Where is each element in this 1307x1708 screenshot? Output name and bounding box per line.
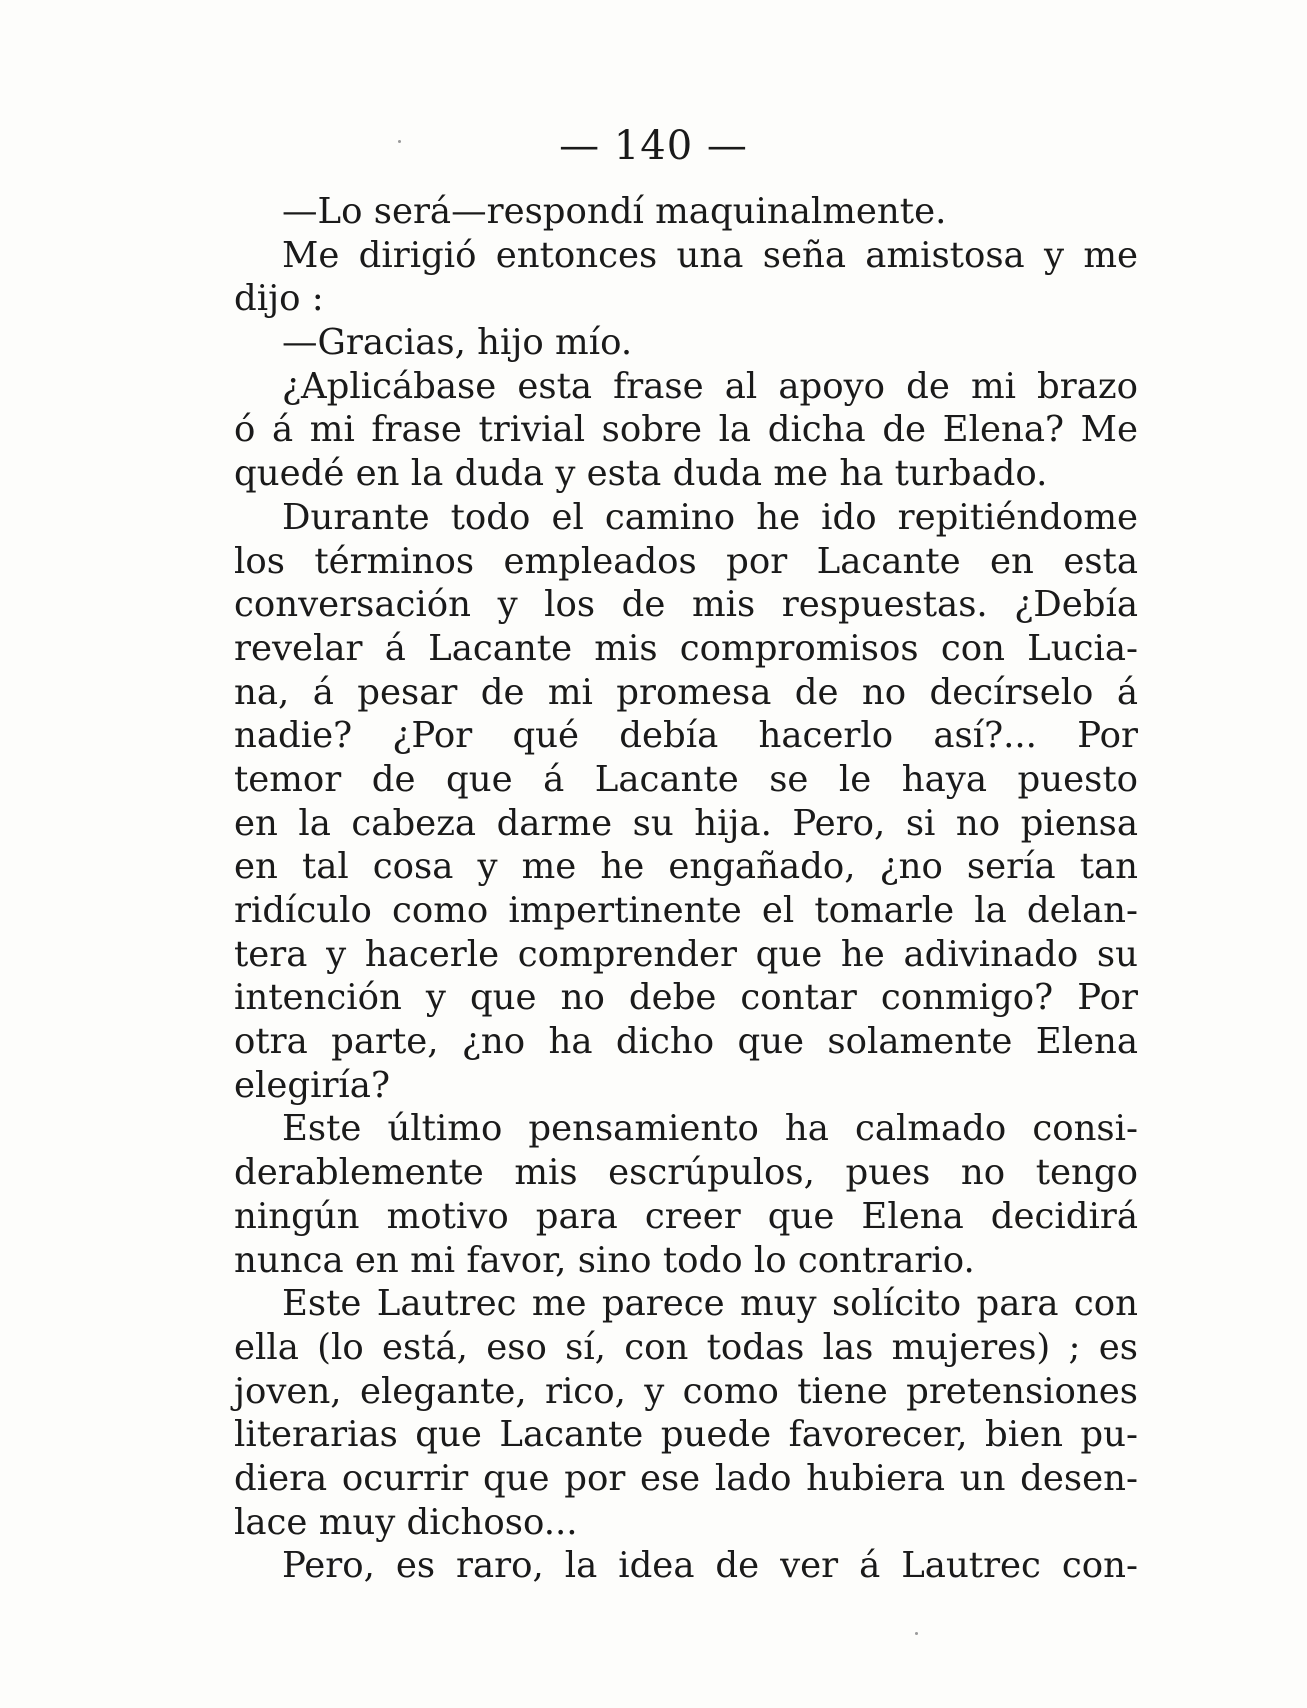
text-line: ningún motivo para creer que Elena decidirá (234, 1195, 1138, 1237)
text-line: ¿Aplicábase esta frase al apoyo de mi brazo (282, 365, 1138, 407)
text-line: Durante todo el camino he ido repitiéndome (282, 496, 1138, 538)
text-line: intención y que no debe contar conmigo? Por (234, 977, 1138, 1019)
text-line: en tal cosa y me he engañado, ¿no sería tan (234, 846, 1138, 888)
text-line: temor de que á Lacante se le haya puesto (234, 758, 1138, 800)
paper-speck (915, 1632, 918, 1635)
page-number: — 140 — (559, 123, 748, 169)
text-line: Este Lautrec me parece muy solícito para con (282, 1283, 1138, 1325)
text-line: lace muy dichoso... (234, 1501, 578, 1543)
text-line: derablemente mis escrúpulos, pues no tengo (234, 1152, 1138, 1194)
text-line: Este último pensamiento ha calmado consi- (282, 1108, 1138, 1150)
text-line: elegiría? (234, 1064, 390, 1106)
text-line: na, á pesar de mi promesa de no decírselo á (234, 671, 1138, 713)
text-line: nunca en mi favor, sino todo lo contrario. (234, 1239, 975, 1281)
paper-speck (398, 140, 401, 143)
text-line: joven, elegante, rico, y como tiene pretensiones (234, 1370, 1138, 1412)
text-line: Pero, es raro, la idea de ver á Lautrec con- (282, 1545, 1138, 1587)
text-line: en la cabeza darme su hija. Pero, si no piensa (234, 802, 1138, 844)
body-text (234, 190, 1138, 1588)
text-line: quedé en la duda y esta duda me ha turbado. (234, 453, 1048, 495)
text-line: los términos empleados por Lacante en esta (234, 540, 1138, 582)
text-line: diera ocurrir que por ese lado hubiera un desen- (234, 1457, 1138, 1499)
text-line: —Gracias, hijo mío. (282, 322, 633, 364)
text-line: ó á mi frase trivial sobre la dicha de Elena? Me (234, 409, 1138, 451)
text-line: ella (lo está, eso sí, con todas las mujeres) ; es (234, 1326, 1138, 1368)
text-line: revelar á Lacante mis compromisos con Lucia- (234, 627, 1138, 669)
text-line: tera y hacerle comprender que he adivinado su (234, 933, 1138, 975)
text-line: dijo : (234, 278, 324, 320)
text-line: ridículo como impertinente el tomarle la delan- (234, 890, 1138, 931)
text-line: otra parte, ¿no ha dicho que solamente Elena (234, 1021, 1138, 1063)
text-line: Me dirigió entonces una seña amistosa y me (282, 234, 1138, 276)
text-line: nadie? ¿Por qué debía hacerlo así?... Por (234, 715, 1138, 757)
text-line: literarias que Lacante puede favorecer, bien pu- (234, 1414, 1138, 1456)
text-line: conversación y los de mis respuestas. ¿Debía (234, 584, 1138, 626)
text-line: —Lo será—respondí maquinalmente. (282, 191, 947, 232)
